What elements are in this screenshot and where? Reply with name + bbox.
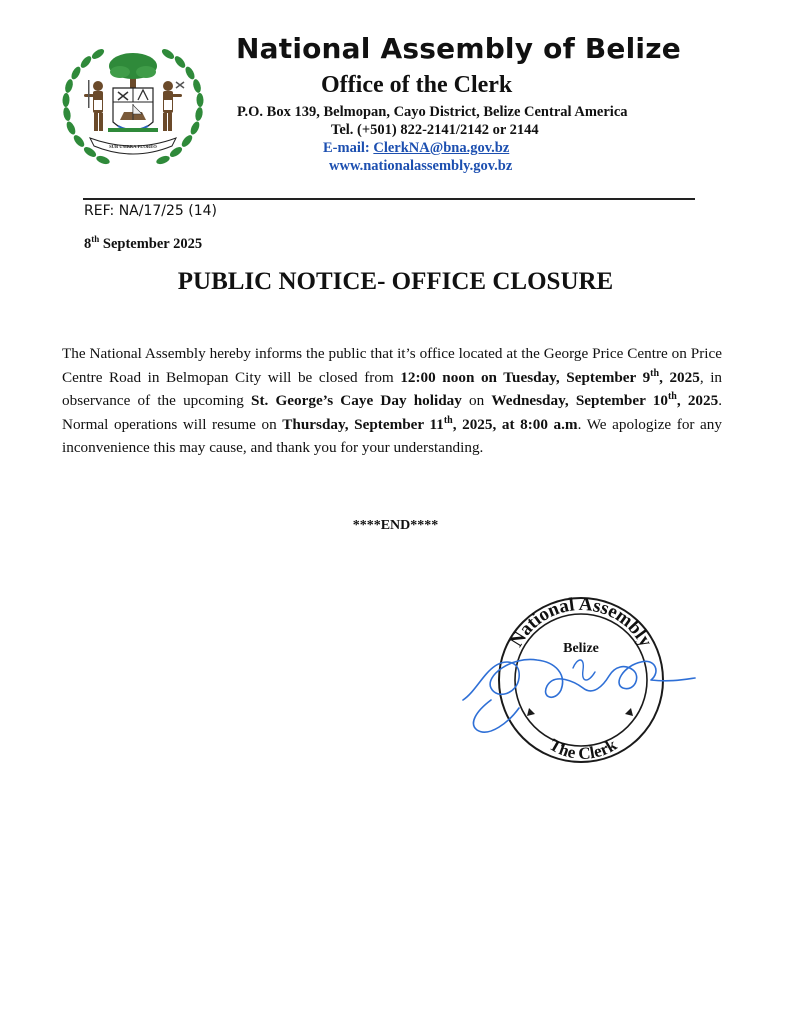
notice-title: PUBLIC NOTICE- OFFICE CLOSURE xyxy=(177,268,614,295)
end-marker: ****END**** xyxy=(352,518,439,533)
date-rest: September 2025 xyxy=(102,235,203,252)
body-text-1: The National Assembly hereby informs the public that it’s office located at the George Price Centre on Price Centre Road in Belmopan City will be closed from xyxy=(62,345,722,386)
clerk-seal-stamp xyxy=(455,596,705,766)
seal-top-text: National Assembly xyxy=(505,596,657,651)
notice-body xyxy=(62,342,722,460)
telephone-line: Tel. (+501) 822-2141/2142 or 2144 xyxy=(331,122,539,138)
holiday-date-text: Wednesday, September 10 xyxy=(491,392,668,409)
holiday-date-sup: th xyxy=(667,390,677,402)
svg-text:SUB UMBRA FLOREO: SUB UMBRA FLOREO xyxy=(109,144,157,149)
body-text-5: . We apologize for any inconvenience this may cause, and thank you for your understanding. xyxy=(62,415,722,456)
holiday-date-end: , 2025 xyxy=(676,392,719,409)
date-day: 8 xyxy=(84,235,92,252)
notice-date xyxy=(84,234,202,253)
postal-address: P.O. Box 139, Belmopan, Cayo District, Belize Central America xyxy=(237,104,628,120)
belize-coat-of-arms-icon xyxy=(58,42,208,182)
reference-number: REF: NA/17/25 (14) xyxy=(84,203,218,219)
closure-start-sup: th xyxy=(650,367,660,379)
seal-center-text: Belize xyxy=(563,641,599,656)
organization-name: National Assembly of Belize xyxy=(236,32,681,65)
website-link[interactable]: www.nationalassembly.gov.bz xyxy=(329,158,513,174)
resume-date-text: Thursday, September 11 xyxy=(282,415,444,433)
resume-date-end: , 2025, at 8:00 a.m xyxy=(452,415,578,433)
email-label: E-mail: xyxy=(323,140,370,156)
body-text-3: on xyxy=(461,392,492,409)
closure-start-end: , 2025 xyxy=(659,368,700,386)
email-link[interactable]: ClerkNA@bna.gov.bz xyxy=(373,140,510,156)
email-line xyxy=(323,140,509,157)
body-text-2: , in observance of the upcoming xyxy=(62,368,723,409)
resume-date xyxy=(282,416,577,433)
closure-start xyxy=(400,369,700,386)
closure-start-text: 12:00 noon on Tuesday, September 9 xyxy=(400,368,651,386)
body-text-4: . Normal operations will resume on xyxy=(62,392,722,433)
date-suffix: th xyxy=(91,234,100,244)
seal-bottom-text: The Clerk xyxy=(546,734,621,763)
handwritten-signature-icon xyxy=(463,659,695,732)
header-divider xyxy=(83,198,695,200)
holiday-name: St. George’s Caye Day holiday xyxy=(251,392,462,409)
office-name: Office of the Clerk xyxy=(321,72,513,98)
holiday-date xyxy=(491,392,718,409)
resume-date-sup: th xyxy=(443,414,453,426)
